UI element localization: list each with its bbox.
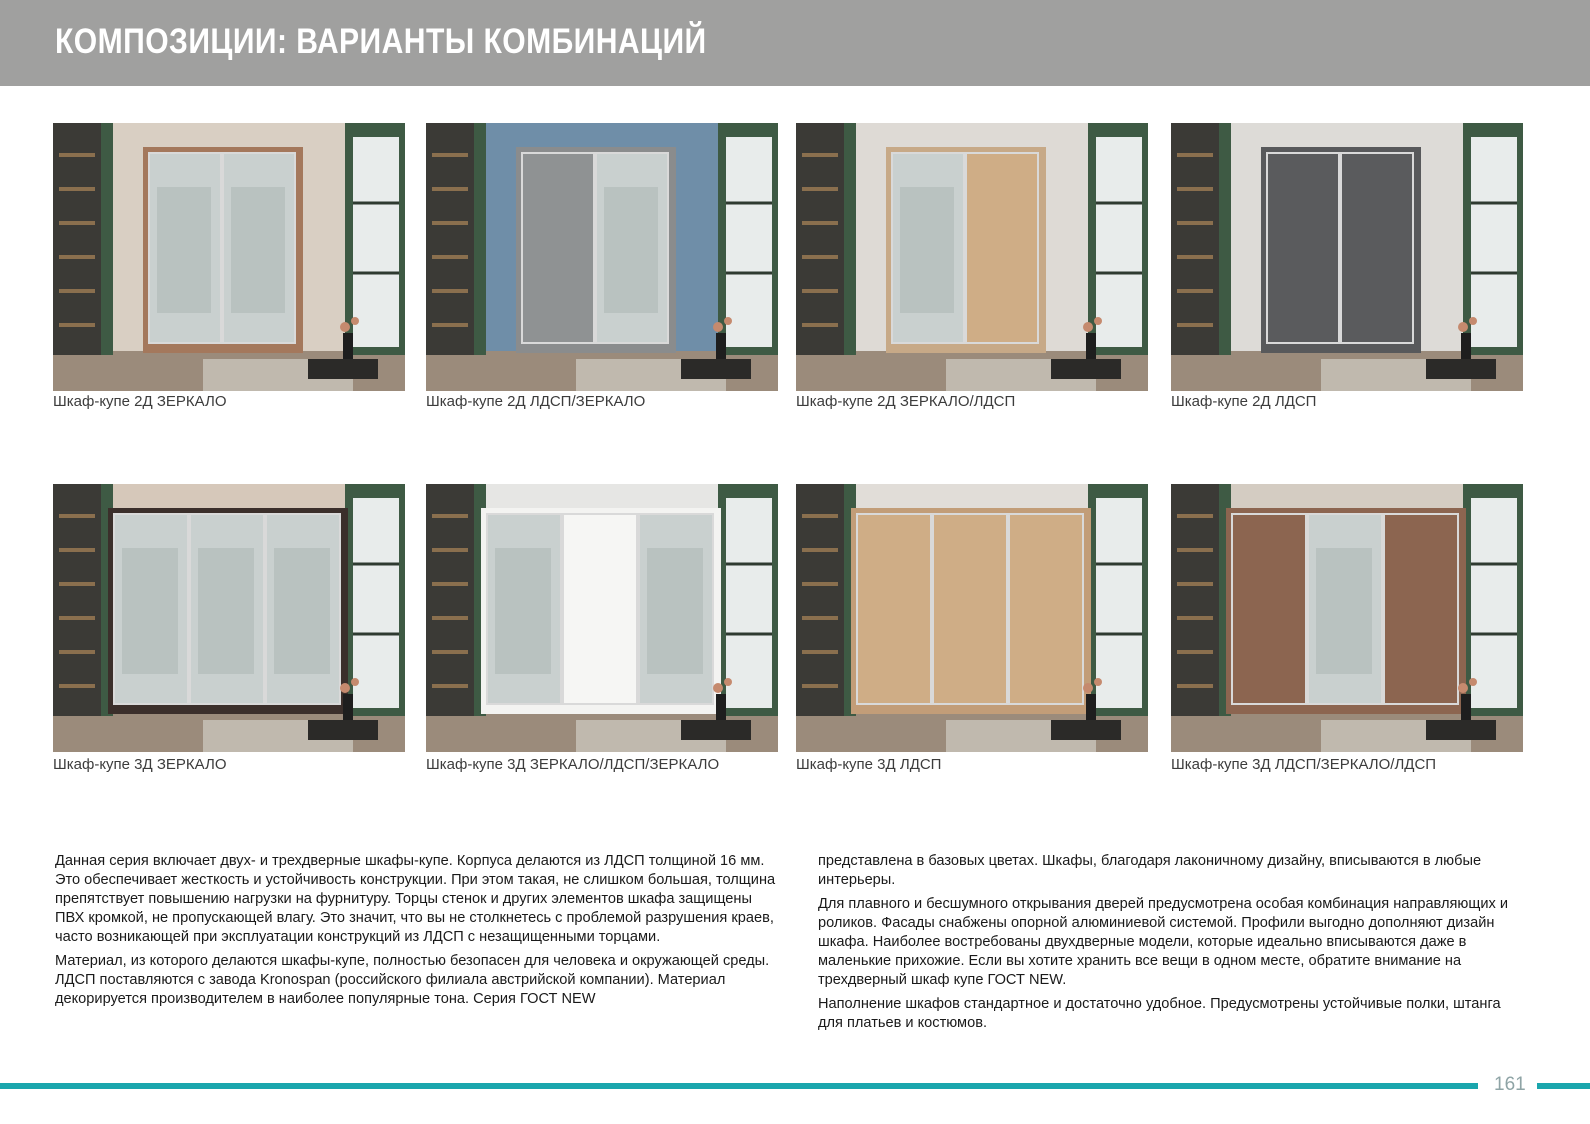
product-photo: [53, 484, 405, 752]
product-caption: Шкаф-купе 2Д ЛДСП/ЗЕРКАЛО: [426, 393, 646, 410]
footer-rule: [0, 1083, 1478, 1089]
product-photo: [1171, 123, 1523, 391]
paragraph: Для плавного и бесшумного открывания дверей предусмотрена особая комбинация направляющих и роликов. Фасады снабжены опорной алюминиевой системой. Профили выгодно дополняют дизайн шкафа. Наиболее востребованы двухдверные модели, которые идеально вписываются даже в маленькие прихожие. Если вы хотите хранить все вещи в одном месте, обратите внимание на трехдверный шкаф купе ГОСТ NEW.: [818, 896, 1509, 988]
paragraph: представлена в базовых цветах. Шкафы, благодаря лаконичному дизайну, вписываются в любые интерьеры.: [818, 853, 1482, 888]
product-caption: Шкаф-купе 3Д ЗЕРКАЛО: [53, 756, 227, 773]
product-caption: Шкаф-купе 2Д ЗЕРКАЛО/ЛДСП: [796, 393, 1016, 410]
product-caption: Шкаф-купе 3Д ЛДСП: [796, 756, 942, 773]
page-header: [0, 0, 1590, 86]
product-photo: [796, 123, 1148, 391]
product-photo: [1171, 484, 1523, 752]
page-number: 161: [1494, 1074, 1526, 1095]
product-caption: Шкаф-купе 2Д ЛДСП: [1171, 393, 1317, 410]
footer-rule: [1537, 1083, 1590, 1089]
paragraph: Наполнение шкафов стандартное и достаточно удобное. Предусмотрены устойчивые полки, штанга для платьев и костюмов.: [818, 996, 1501, 1031]
product-photo: [796, 484, 1148, 752]
paragraph: Данная серия включает двух- и трехдверные шкафы-купе. Корпуса делаются из ЛДСП толщиной 16 мм. Это обеспечивает жесткость и устойчивость конструкции. При этом такая, не слишком большая, толщина препятствует повышению нагрузки на фурнитуру. Торцы стенок и других элементов шкафа защищены ПВХ кромкой, не пропускающей влагу. Это значит, что вы не столкнетесь с проблемой разрушения краев, часто возникающей при эксплуатации конструкций из ЛДСП с незащищенными торцами.: [55, 853, 776, 945]
product-photo: [426, 123, 778, 391]
product-photo: [426, 484, 778, 752]
product-caption: Шкаф-купе 3Д ЛДСП/ЗЕРКАЛО/ЛДСП: [1171, 756, 1437, 773]
description-column-left: [55, 852, 785, 1014]
product-caption: Шкаф-купе 3Д ЗЕРКАЛО/ЛДСП/ЗЕРКАЛО: [426, 756, 720, 773]
description-column-right: [818, 852, 1518, 1038]
product-caption: Шкаф-купе 2Д ЗЕРКАЛО: [53, 393, 227, 410]
paragraph: Материал, из которого делаются шкафы-купе, полностью безопасен для человека и окружающей среды. ЛДСП поставляются с завода Kronospan (российского филиала австрийской компании). Материал декорируется производителем в наиболее популярные тона. Серия ГОСТ NEW: [55, 953, 770, 1007]
product-photo: [53, 123, 405, 391]
page-title: КОМПОЗИЦИИ: ВАРИАНТЫ КОМБИНАЦИЙ: [55, 22, 707, 61]
